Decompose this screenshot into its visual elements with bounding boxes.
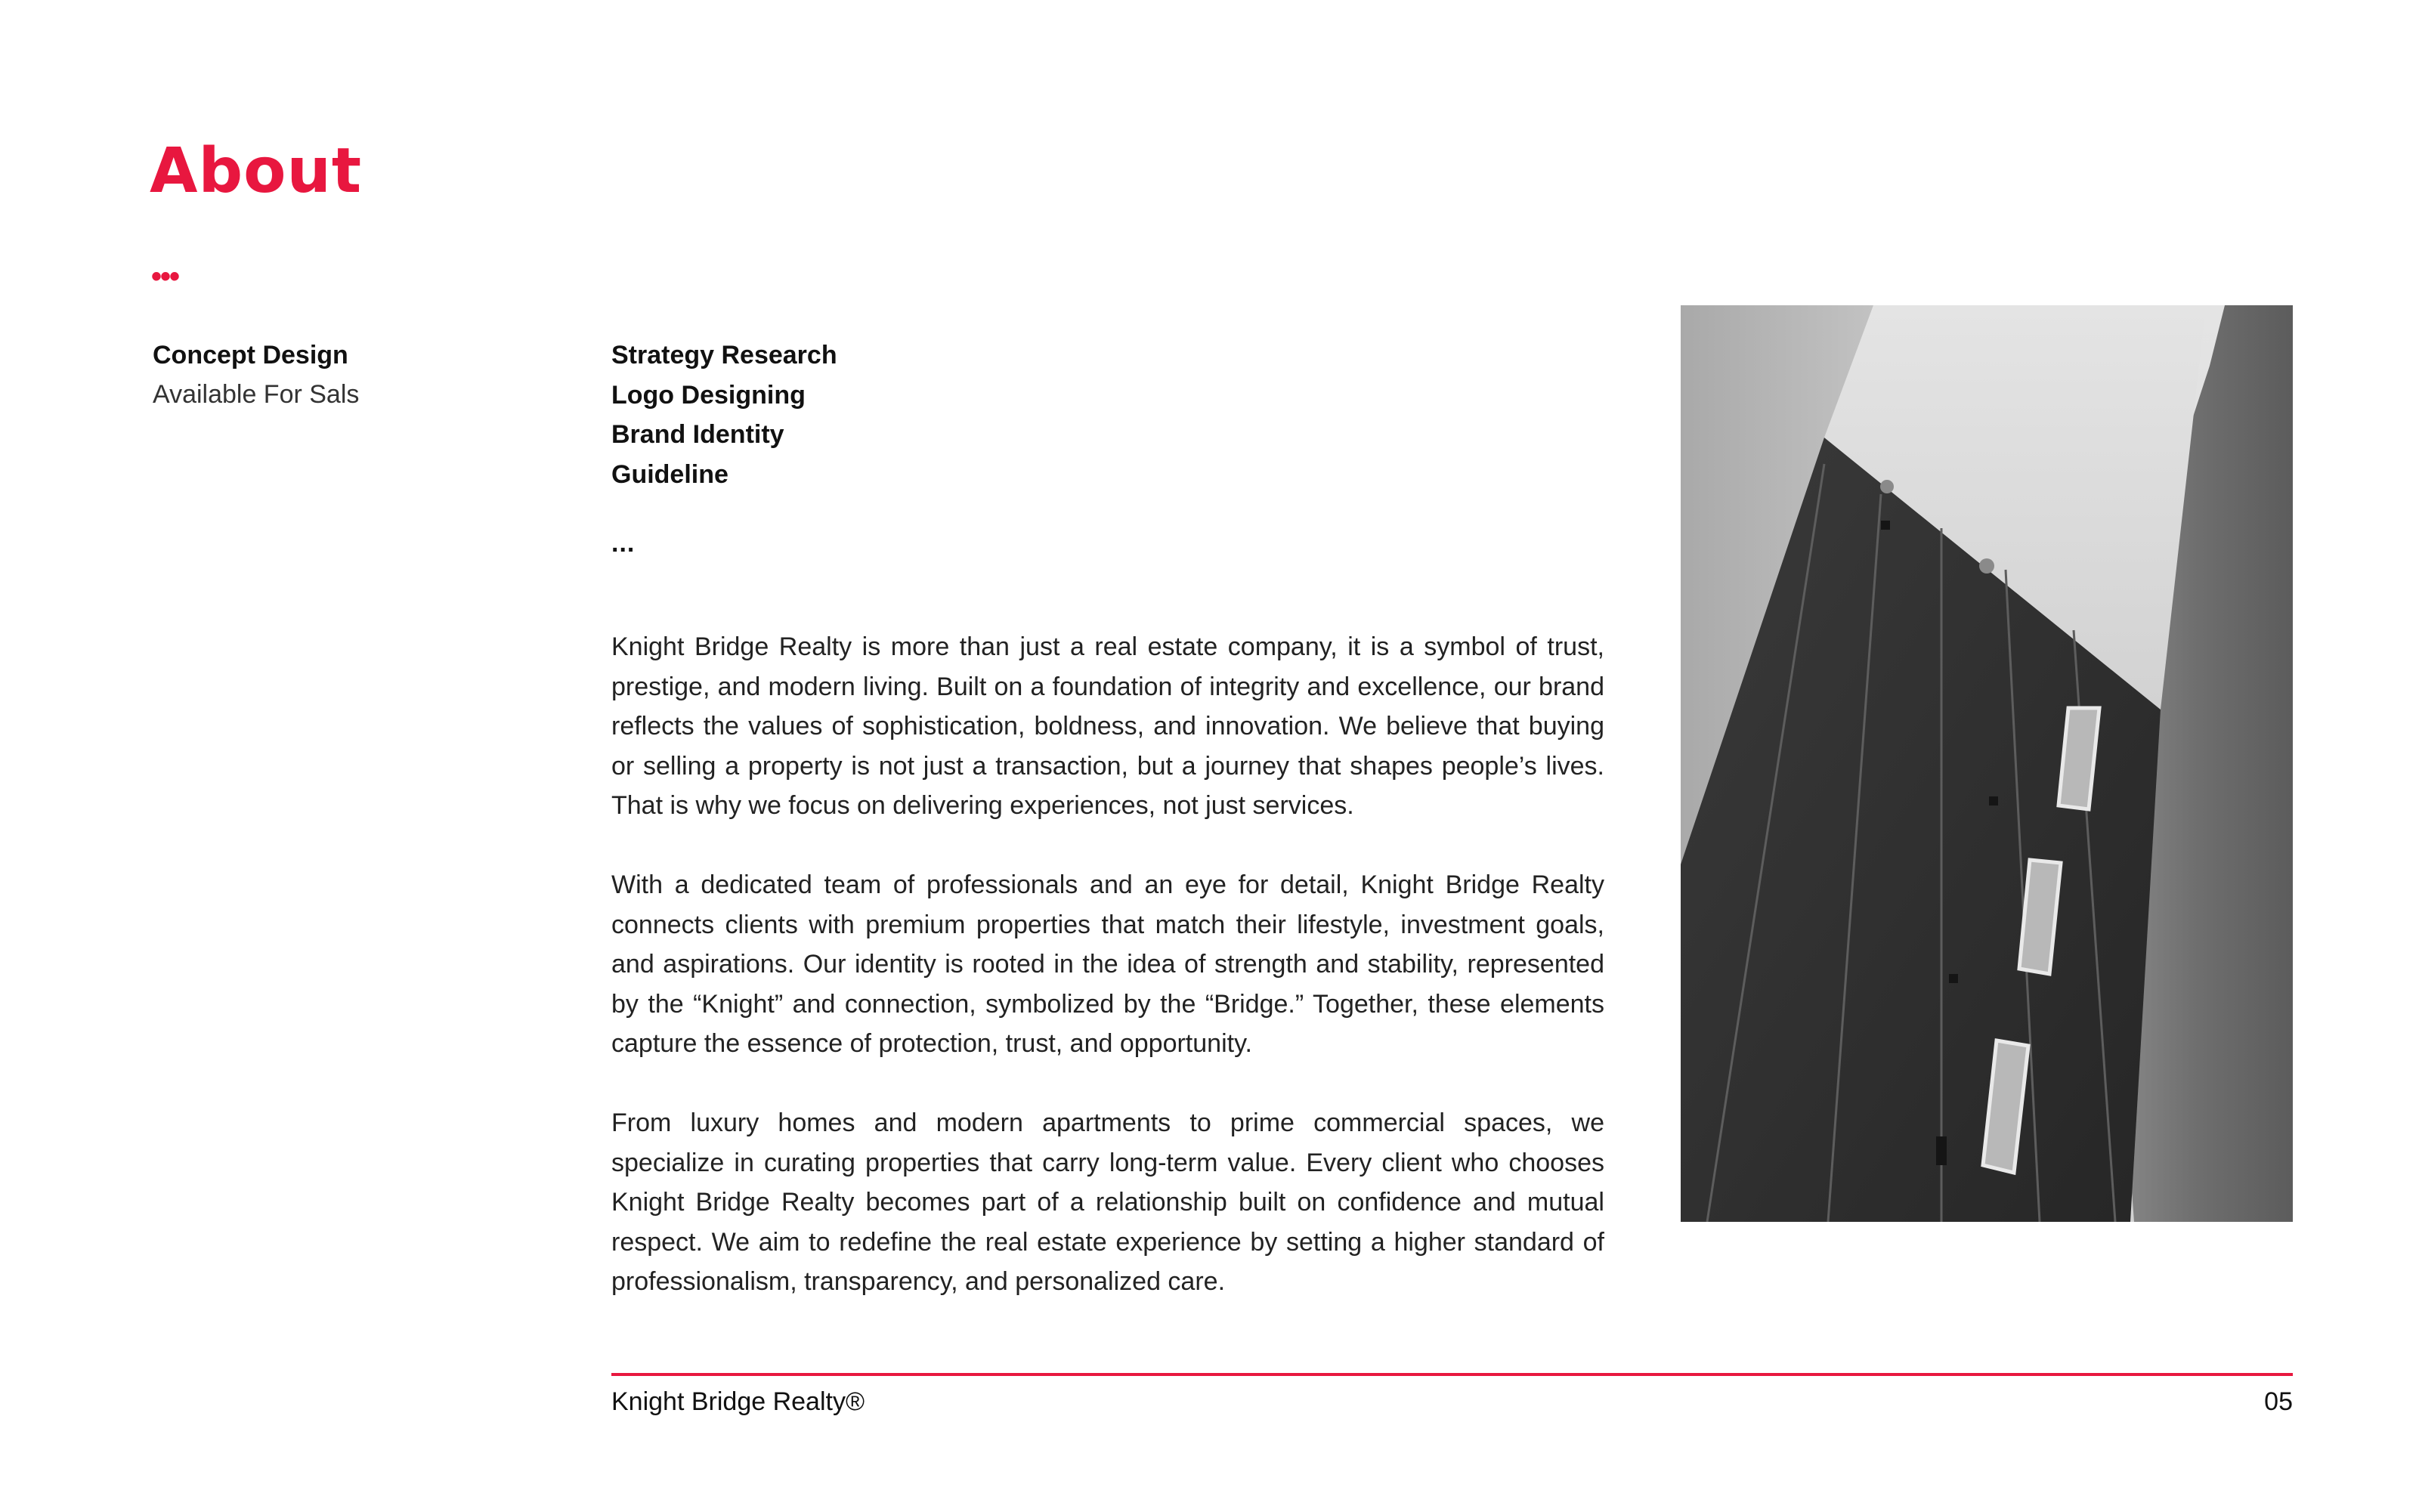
service-item: Guideline (611, 459, 728, 489)
about-paragraph: With a dedicated team of professionals and an eye for detail, Knight Bridge Realty connects clients with premium properties that match their lifestyle, investment goals, and aspirations. Our identity is rooted in the idea of strength and stability, represented by the “Knight” and connection, symbolized by the “Bridge.” Together, these elements capture the essence of protection, trust, and opportunity. (611, 870, 1604, 1058)
project-subheading: Available For Sals (153, 380, 360, 409)
separator-dots: ... (611, 529, 636, 558)
page-number: 05 (2264, 1387, 2293, 1416)
project-meta (153, 335, 359, 414)
service-item: Logo Designing (611, 380, 806, 410)
about-paragraph: From luxury homes and modern apartments to prime commercial spaces, we specialize in curating properties that carry long-term value. Every client who chooses Knight Bridge Realty becomes part of a relationship built on confidence and mutual respect. We aim to redefine the real estate experience by setting a higher standard of professionalism, transparency, and personalized care. (611, 1108, 1604, 1296)
about-paragraph: Knight Bridge Realty is more than just a real estate company, it is a symbol of trust, prestige, and modern living. Built on a foundation of integrity and excellence, our brand reflects the values of sophistication, boldness, and innovation. We believe that buying or selling a property is not just a transaction, but a journey that shapes people’s lives. That is why we focus on delivering experiences, not just services. (611, 632, 1604, 820)
footer-brand: Knight Bridge Realty® (611, 1387, 865, 1416)
accent-dots: ••• (151, 260, 179, 293)
building-photo (1681, 305, 2293, 1222)
service-item: Strategy Research (611, 341, 837, 369)
services-list (611, 335, 837, 494)
service-item: Brand Identity (611, 420, 784, 449)
project-heading: Concept Design (153, 341, 348, 369)
page-title: About (150, 135, 363, 207)
footer-divider (611, 1373, 2293, 1376)
